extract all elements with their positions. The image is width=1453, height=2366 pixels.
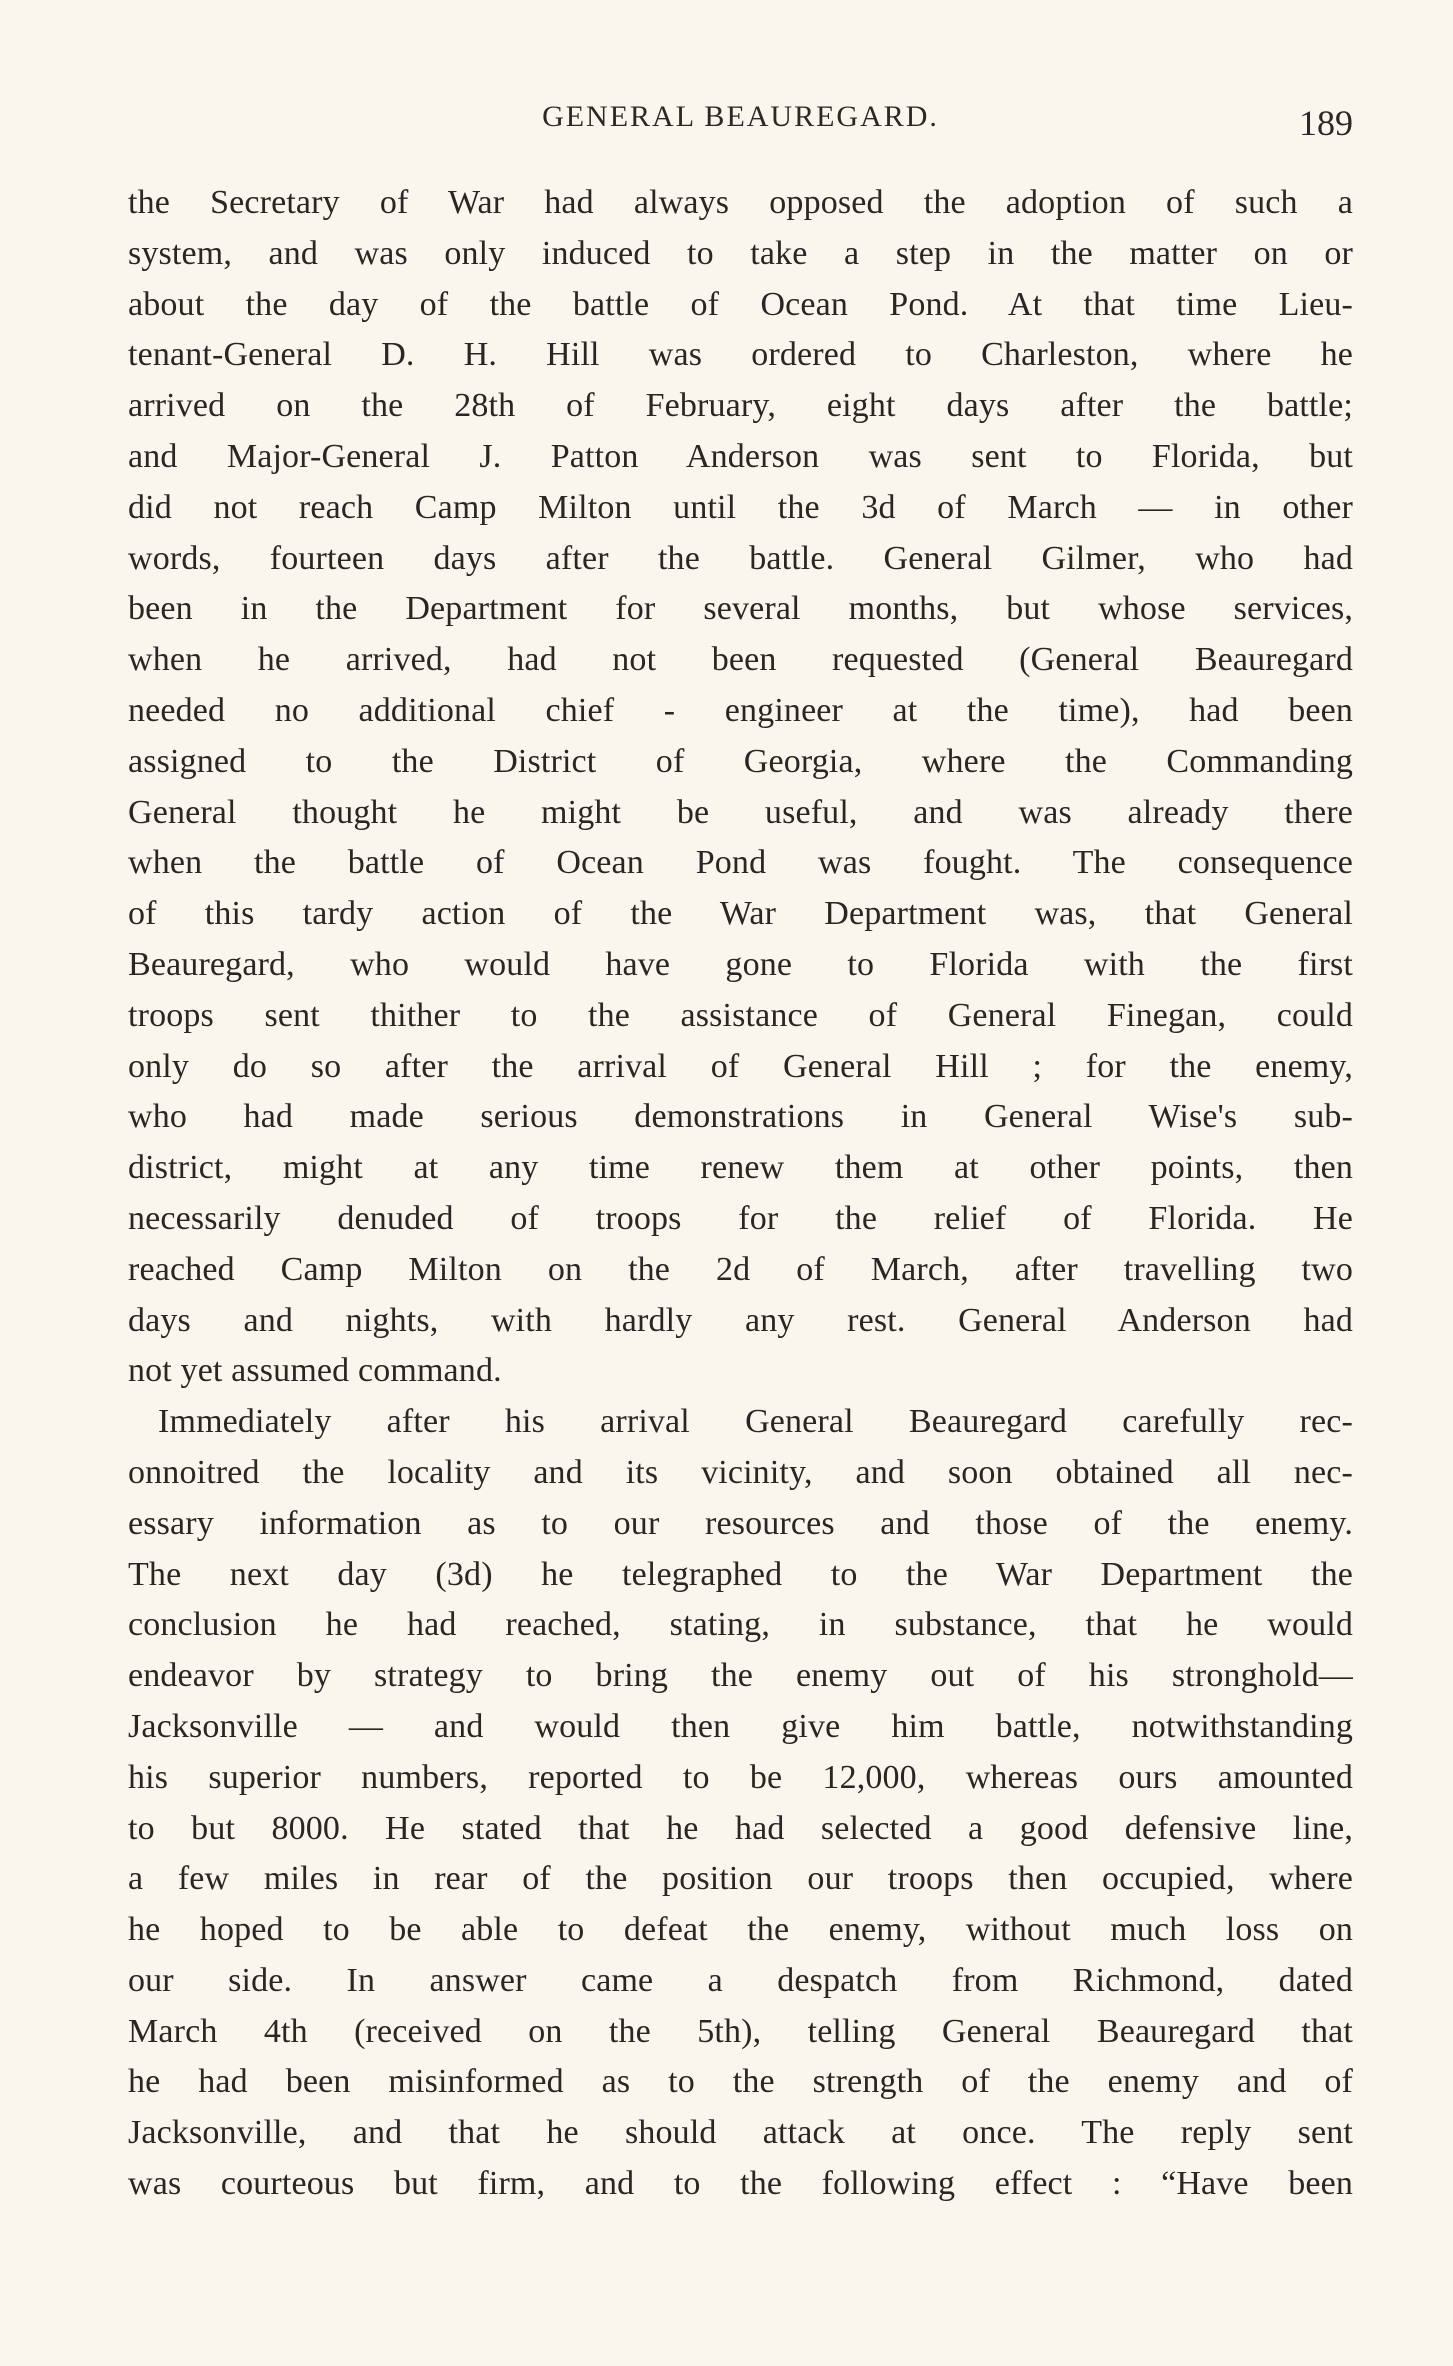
text-line: our side. In answer came a despatch from Richmond, dated (128, 1961, 1353, 1999)
text-line: Jacksonville — and would then give him battle, notwithstanding (128, 1707, 1353, 1745)
text-line: when the battle of Ocean Pond was fought. The consequence (128, 844, 1353, 882)
body-text (128, 178, 1353, 2210)
paragraph-first-line: Immediately after his arrival General Beauregard carefully rec- (158, 1403, 1353, 1441)
text-line: conclusion he had reached, stating, in substance, that he would (128, 1606, 1353, 1644)
text-line: about the day of the battle of Ocean Pond. At that time Lieu- (128, 285, 1353, 323)
text-line: General thought he might be useful, and was already there (128, 793, 1353, 831)
page-number: 189 (1299, 103, 1353, 143)
text-line: necessarily denuded of troops for the relief of Florida. He (128, 1199, 1353, 1237)
text-line: Beauregard, who would have gone to Florida with the first (128, 945, 1353, 983)
text-line: to but 8000. He stated that he had selected a good defensive line, (128, 1809, 1353, 1847)
text-line: been in the Department for several months, but whose services, (128, 590, 1353, 628)
text-line: when he arrived, had not been requested (General Beauregard (128, 641, 1353, 679)
text-line: and Major-General J. Patton Anderson was sent to Florida, but (128, 437, 1353, 475)
text-line: days and nights, with hardly any rest. General Anderson had (128, 1301, 1353, 1339)
running-title: GENERAL BEAUREGARD. (542, 100, 939, 133)
text-line: The next day (3d) he telegraphed to the War Department the (128, 1555, 1353, 1593)
text-line: system, and was only induced to take a step in the matter on or (128, 234, 1353, 272)
text-line: essary information as to our resources and those of the enemy. (128, 1504, 1353, 1542)
text-line: only do so after the arrival of General Hill ; for the enemy, (128, 1047, 1353, 1085)
text-line: he hoped to be able to defeat the enemy, without much loss on (128, 1911, 1353, 1949)
text-line: reached Camp Milton on the 2d of March, after travelling two (128, 1250, 1353, 1288)
text-line: did not reach Camp Milton until the 3d of March — in other (128, 488, 1353, 526)
text-line: assigned to the District of Georgia, where the Commanding (128, 742, 1353, 780)
text-line: onnoitred the locality and its vicinity, and soon obtained all nec- (128, 1453, 1353, 1491)
text-line: arrived on the 28th of February, eight days after the battle; (128, 387, 1353, 425)
running-head (128, 92, 1353, 142)
text-line: the Secretary of War had always opposed the adoption of such a (128, 184, 1353, 221)
text-line: needed no additional chief - engineer at the time), had been (128, 691, 1353, 729)
text-line: March 4th (received on the 5th), telling General Beauregard that (128, 2012, 1353, 2050)
text-line: who had made serious demonstrations in General Wise's sub- (128, 1098, 1353, 1136)
text-line: tenant-General D. H. Hill was ordered to Charleston, where he (128, 336, 1353, 374)
paragraph-last-line: not yet assumed command. (128, 1352, 502, 1390)
text-line: Jacksonville, and that he should attack at once. The reply sent (128, 2114, 1353, 2152)
text-line: his superior numbers, reported to be 12,000, whereas ours amounted (128, 1758, 1353, 1796)
text-line: district, might at any time renew them at other points, then (128, 1149, 1353, 1187)
text-line: troops sent thither to the assistance of General Finegan, could (128, 996, 1353, 1034)
text-line: words, fourteen days after the battle. General Gilmer, who had (128, 539, 1353, 577)
text-line: of this tardy action of the War Department was, that General (128, 895, 1353, 933)
text-line: he had been misinformed as to the strength of the enemy and of (128, 2063, 1353, 2101)
text-line: endeavor by strategy to bring the enemy out of his stronghold— (128, 1657, 1353, 1695)
text-line: was courteous but firm, and to the following effect : “Have been (128, 2165, 1353, 2203)
text-line: a few miles in rear of the position our troops then occupied, where (128, 1860, 1353, 1898)
